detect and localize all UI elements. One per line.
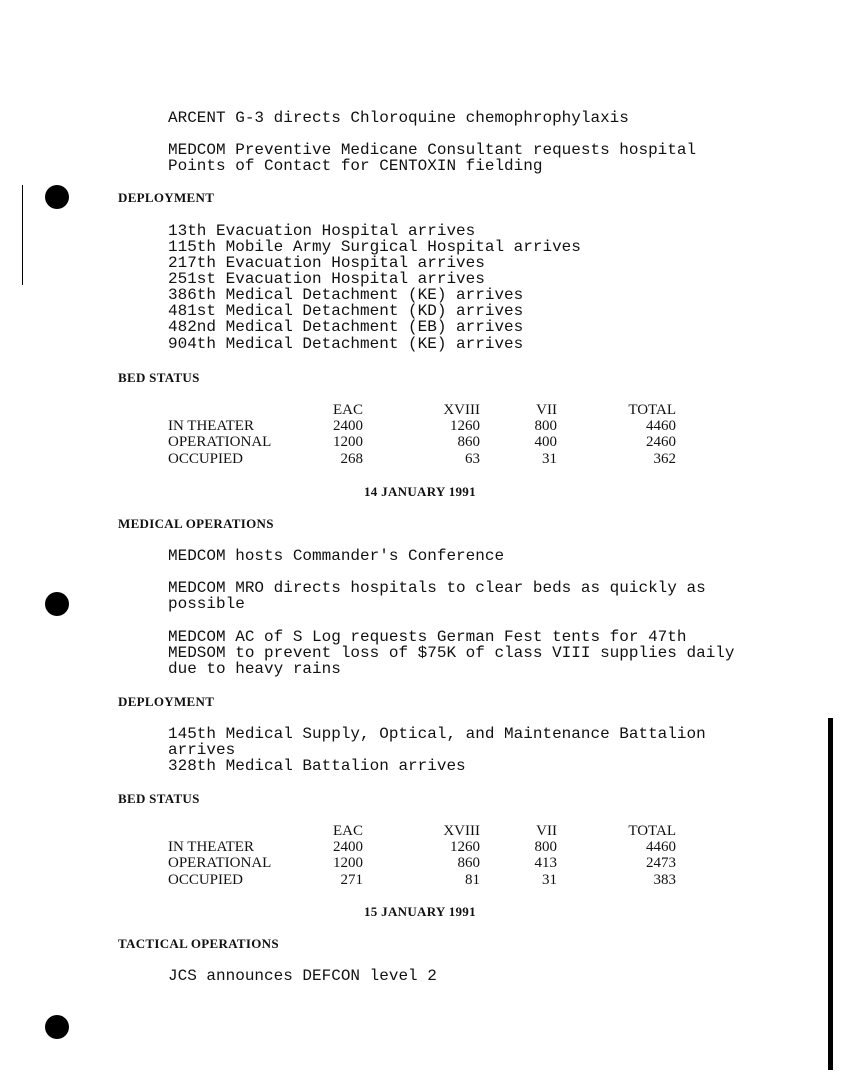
- table-cell: 400: [534, 434, 557, 450]
- table-cell: 383: [653, 872, 676, 888]
- column-header: XVIII: [443, 823, 480, 839]
- row-label: IN THEATER: [168, 418, 254, 434]
- list-item: arrives: [168, 741, 236, 759]
- section-heading: TACTICAL OPERATIONS: [118, 936, 279, 951]
- table-cell: 271: [340, 872, 363, 888]
- table-cell: 2400: [333, 839, 363, 855]
- list-item: 13th Evacuation Hospital arrives: [168, 222, 476, 240]
- table-cell: 31: [542, 872, 557, 888]
- list-item: 217th Evacuation Hospital arrives: [168, 254, 485, 272]
- row-label: OPERATIONAL: [168, 855, 272, 871]
- row-label: OCCUPIED: [168, 872, 244, 888]
- column-header: EAC: [333, 402, 363, 418]
- section-heading: DEPLOYMENT: [118, 694, 215, 709]
- list-item: 145th Medical Supply, Optical, and Maintenance Battalion: [168, 725, 706, 743]
- text-line: Points of Contact for CENTOXIN fielding: [168, 157, 543, 175]
- section-heading: MEDICAL OPERATIONS: [118, 516, 274, 531]
- text-line: MEDCOM AC of S Log requests German Fest tents for 47th: [168, 628, 687, 646]
- table-cell: 81: [465, 872, 480, 888]
- text-line: ARCENT G-3 directs Chloroquine chemophrophylaxis: [168, 109, 629, 127]
- row-label: OPERATIONAL: [168, 434, 272, 450]
- list-item: 251st Evacuation Hospital arrives: [168, 270, 485, 288]
- table-cell: 800: [534, 839, 557, 855]
- table-cell: 1200: [333, 855, 363, 871]
- list-item: 481st Medical Detachment (KD) arrives: [168, 302, 524, 320]
- column-header: VII: [536, 823, 557, 839]
- column-header: TOTAL: [628, 823, 676, 839]
- table-cell: 2460: [646, 434, 676, 450]
- table-cell: 4460: [646, 839, 676, 855]
- right-edge-bar: [828, 718, 833, 1070]
- table-cell: 800: [534, 418, 557, 434]
- table-cell: 413: [534, 855, 557, 871]
- left-margin-line: [22, 185, 23, 285]
- row-label: IN THEATER: [168, 839, 254, 855]
- table-cell: 860: [457, 434, 480, 450]
- date-heading: 15 JANUARY 1991: [364, 904, 476, 919]
- punch-hole-bottom: [45, 1015, 69, 1039]
- column-header: TOTAL: [628, 402, 676, 418]
- list-item: 482nd Medical Detachment (EB) arrives: [168, 318, 524, 336]
- text-line: MEDCOM MRO directs hospitals to clear beds as quickly as: [168, 579, 706, 597]
- table-cell: 1260: [450, 839, 480, 855]
- text-line: possible: [168, 595, 245, 613]
- list-item: 115th Mobile Army Surgical Hospital arrives: [168, 238, 581, 256]
- column-header: EAC: [333, 823, 363, 839]
- table-cell: 4460: [646, 418, 676, 434]
- table-cell: 860: [457, 855, 480, 871]
- table-cell: 1200: [333, 434, 363, 450]
- date-heading: 14 JANUARY 1991: [364, 484, 476, 499]
- table-cell: 2400: [333, 418, 363, 434]
- list-item: 386th Medical Detachment (KE) arrives: [168, 286, 524, 304]
- row-label: OCCUPIED: [168, 451, 244, 467]
- table-cell: 63: [465, 451, 480, 467]
- punch-hole-top: [45, 185, 69, 209]
- table-cell: 31: [542, 451, 557, 467]
- text-line: JCS announces DEFCON level 2: [168, 967, 437, 985]
- list-item: 328th Medical Battalion arrives: [168, 757, 466, 775]
- section-heading: BED STATUS: [118, 791, 200, 806]
- column-header: XVIII: [443, 402, 480, 418]
- table-cell: 268: [340, 451, 363, 467]
- text-line: MEDCOM hosts Commander's Conference: [168, 547, 505, 565]
- table-cell: 2473: [646, 855, 676, 871]
- list-item: 904th Medical Detachment (KE) arrives: [168, 335, 524, 353]
- section-heading: DEPLOYMENT: [118, 190, 215, 205]
- table-cell: 362: [653, 451, 676, 467]
- table-cell: 1260: [450, 418, 480, 434]
- text-line: MEDSOM to prevent loss of $75K of class VIII supplies daily: [168, 644, 735, 662]
- punch-hole-middle: [45, 592, 69, 616]
- text-line: MEDCOM Preventive Medicane Consultant requests hospital: [168, 141, 697, 159]
- section-heading: BED STATUS: [118, 370, 200, 385]
- text-line: due to heavy rains: [168, 660, 341, 678]
- column-header: VII: [536, 402, 557, 418]
